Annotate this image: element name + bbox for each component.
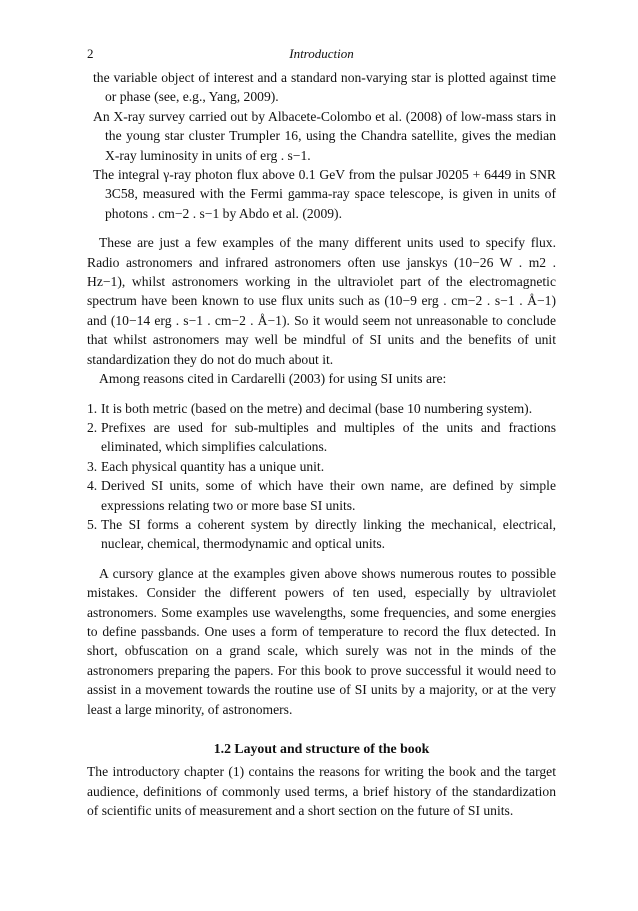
section-heading: 1.2 Layout and structure of the book	[213, 741, 430, 756]
list-item: 2. Prefixes are used for sub-multiples and multiples of the units and fractions eliminated, which simplifies calculations.	[87, 419, 556, 455]
list-item: 1. It is both metric (based on the metre) and decimal (base 10 numbering system).	[87, 400, 533, 416]
example-item: An X-ray survey carried out by Albacete-Colombo et al. (2008) of low-mass stars in the young star cluster Trumpler 16, using the Chandra satellite, gives the median X-ray luminosity in units of erg . s−1.	[93, 108, 556, 163]
page-number: 2	[87, 46, 94, 61]
paragraph: A cursory glance at the examples given above shows numerous routes to possible mistakes. Consider the different powers of ten used, especially by ultraviolet astronomers. Some examples use wavelengths, some frequencies, and some energies to define passbands. One uses a form of temperature to record the flux detected. In short, obfuscation on a grand scale, which surely was not in the minds of the astronomers preparing the papers. For this book to prove successful it would need to assist in a movement towards the routine use of SI units by a majority, or at the very least a large minority, of astronomers.	[87, 565, 556, 717]
paragraph: These are just a few examples of the many different units used to specify flux. Radio astronomers and infrared astronomers often use janskys (10−26 W . m2 . Hz−1), whilst astronomers working in the ultraviolet part of the electromagnetic spectrum have been known to use flux units such as (10−9 erg . cm−2 . s−1 . Å−1) and (10−14 erg . s−1 . cm−2 . Å−1). So it would seem not unreasonable to conclude that whilst astronomers may well be mindful of SI units and the benefits of unit standardization they do not do much about it.	[87, 235, 556, 367]
page	[87, 46, 556, 821]
list-item: 3. Each physical quantity has a unique unit.	[87, 458, 325, 474]
list-item: 5. The SI forms a coherent system by directly linking the mechanical, electrical, nuclear, chemical, thermodynamic and optical units.	[87, 516, 556, 552]
paragraph: The introductory chapter (1) contains the reasons for writing the book and the target audience, definitions of commonly used terms, a brief history of the standardization of scientific units of measurement and a short section on the future of SI units.	[87, 764, 556, 819]
paragraph: Among reasons cited in Cardarelli (2003) for using SI units are:	[99, 371, 447, 387]
list-item: 4. Derived SI units, some of which have their own name, are defined by simple expressions relating two or more base SI units.	[87, 478, 556, 513]
example-item: The integral γ-ray photon flux above 0.1 GeV from the pulsar J0205 + 6449 in SNR 3C58, measured with the Fermi gamma-ray space telescope, is given in units of photons . cm−2 . s−1 by Abdo et al. (2009).	[93, 167, 556, 221]
running-title: Introduction	[289, 46, 354, 61]
running-header	[87, 46, 556, 68]
reasons-list	[87, 399, 556, 554]
example-item: the variable object of interest and a standard non-varying star is plotted against time or phase (see, e.g., Yang, 2009).	[93, 70, 556, 105]
